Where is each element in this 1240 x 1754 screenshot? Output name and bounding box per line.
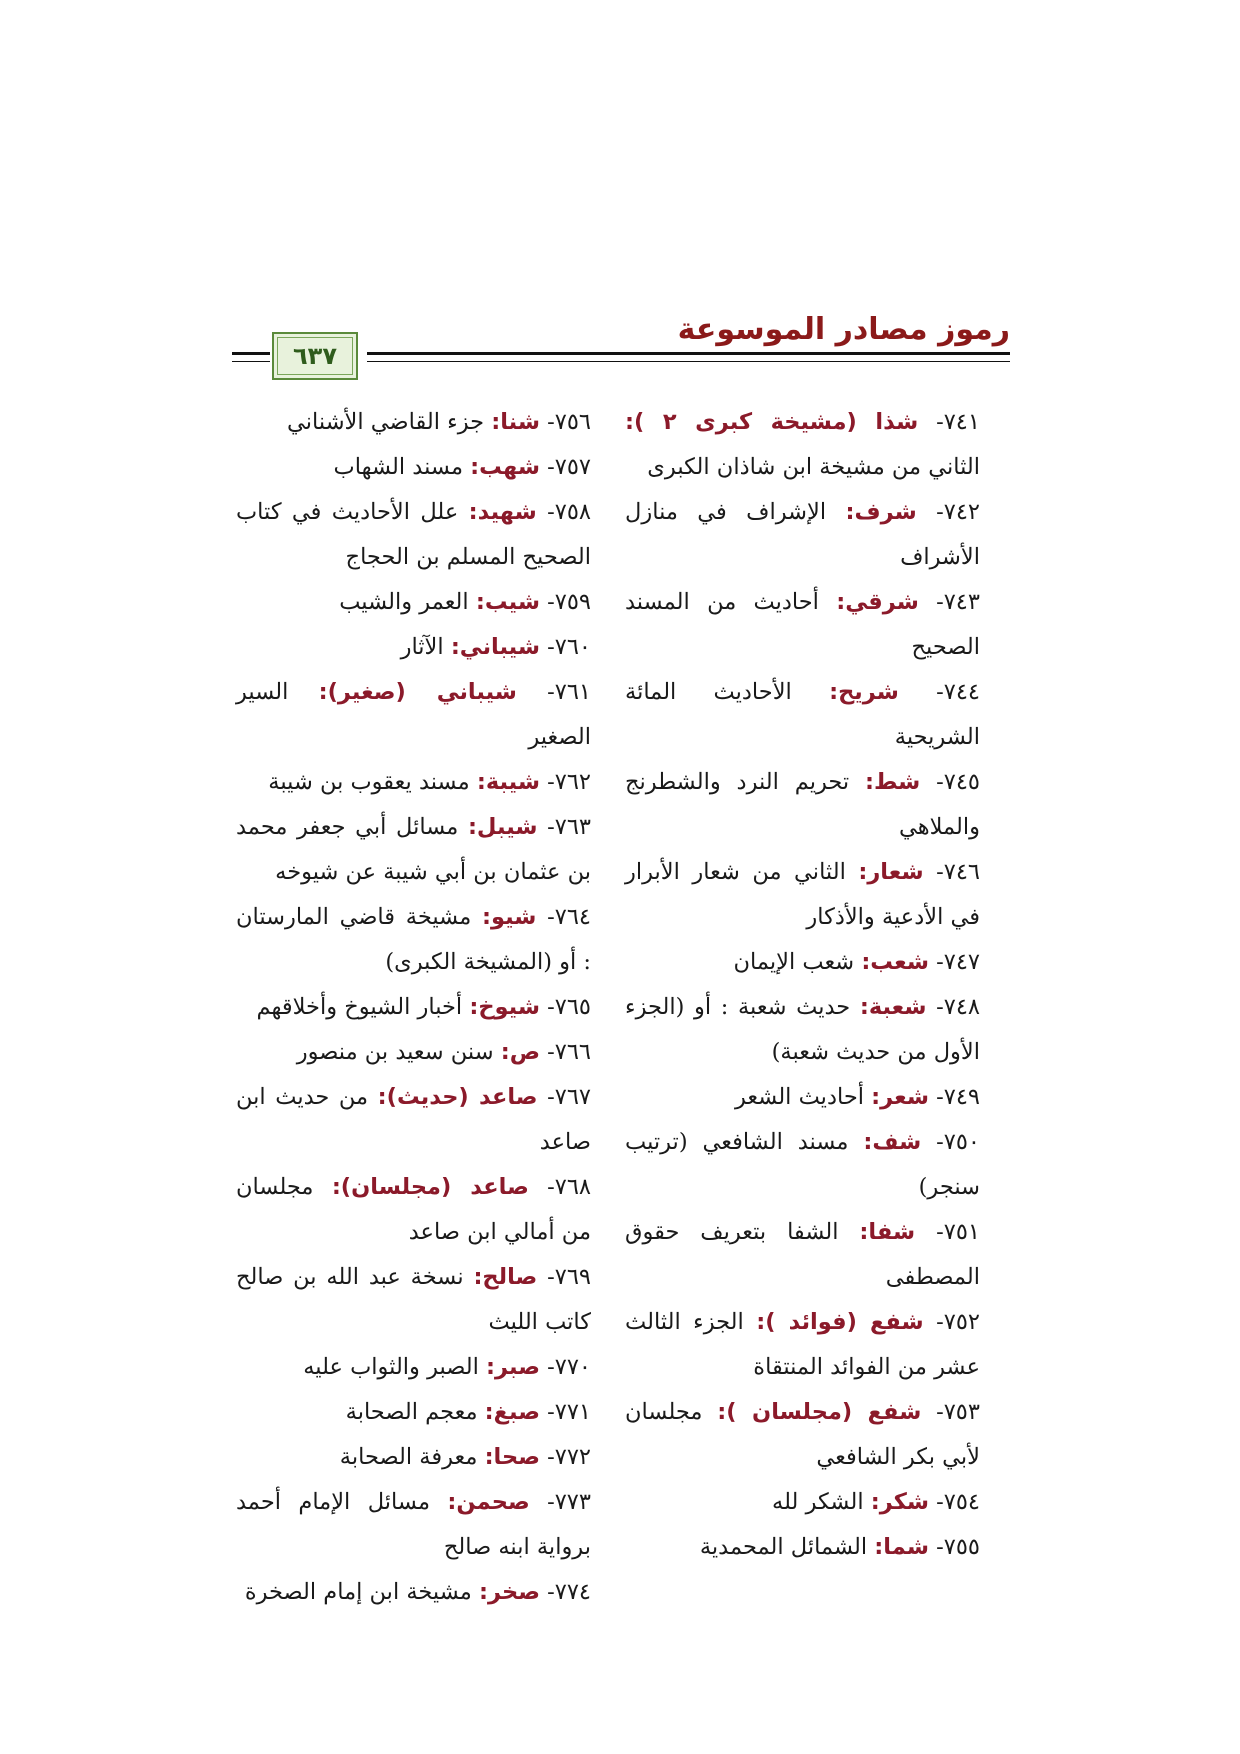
entry-number: ٧٥٢- bbox=[936, 1309, 980, 1335]
entry-number: ٧٧٣- bbox=[547, 1489, 591, 1515]
entry-code: صبغ: bbox=[484, 1399, 540, 1425]
entry-title: السير الصغير bbox=[236, 679, 591, 750]
entry-code: شهب: bbox=[470, 454, 540, 480]
entry-number: ٧٥٣- bbox=[936, 1399, 980, 1425]
entry-number: ٧٦٤- bbox=[547, 904, 591, 930]
entry-title: من حديث ابن صاعد bbox=[236, 1084, 591, 1155]
entry-number: ٧٦٠- bbox=[547, 634, 591, 660]
source-entry bbox=[236, 1435, 591, 1480]
entry-number: ٧٦٢- bbox=[547, 769, 591, 795]
entry-code: شكر: bbox=[870, 1489, 929, 1515]
entry-title: مشيخة قاضي المارستان : أو (المشيخة الكبرى) bbox=[236, 904, 591, 975]
entry-number: ٧٤٥- bbox=[936, 769, 980, 795]
entry-code: صاعد (مجلسان): bbox=[331, 1174, 529, 1200]
entry-code: شنا: bbox=[491, 409, 540, 435]
entry-number: ٧٤٢- bbox=[936, 499, 980, 525]
source-entry bbox=[625, 1390, 980, 1480]
header-rule-thick bbox=[367, 352, 1010, 355]
header-rule-left-thin bbox=[232, 361, 270, 362]
entry-number: ٧٦٨- bbox=[547, 1174, 592, 1200]
source-entry bbox=[625, 1210, 980, 1300]
entry-number: ٧٦٧- bbox=[547, 1084, 592, 1110]
entry-code: شط: bbox=[865, 769, 921, 795]
header-rule-left-thick bbox=[232, 352, 270, 355]
entry-number: ٧٦٥- bbox=[547, 994, 591, 1020]
source-entry bbox=[236, 985, 591, 1030]
entry-code: صبر: bbox=[486, 1354, 540, 1380]
source-entry bbox=[625, 1480, 980, 1525]
entry-code: صحا: bbox=[484, 1444, 540, 1470]
source-entry bbox=[625, 1120, 980, 1210]
entry-number: ٧٧٤- bbox=[547, 1579, 591, 1605]
entry-title: أحاديث الشعر bbox=[734, 1084, 864, 1110]
entry-code: شيبة: bbox=[476, 769, 540, 795]
source-entry bbox=[236, 1480, 591, 1570]
source-entry bbox=[236, 760, 591, 805]
source-entry bbox=[625, 580, 980, 670]
entry-title: مسند يعقوب بن شيبة bbox=[268, 769, 470, 795]
source-entry bbox=[625, 850, 980, 940]
entry-code: شيوخ: bbox=[469, 994, 540, 1020]
entry-code: شعب: bbox=[861, 949, 929, 975]
entry-number: ٧٦٣- bbox=[547, 814, 591, 840]
entry-code: صالح: bbox=[473, 1264, 538, 1290]
entry-title: الشكر لله bbox=[772, 1489, 864, 1515]
source-entry bbox=[625, 985, 980, 1075]
entry-code: شيباني (صغير): bbox=[318, 679, 517, 705]
entry-title: أخبار الشيوخ وأخلاقهم bbox=[256, 994, 463, 1020]
entry-title: الشمائل المحمدية bbox=[699, 1534, 868, 1560]
entry-code: صخر: bbox=[479, 1579, 540, 1605]
entry-code: ص: bbox=[500, 1039, 540, 1065]
source-entry bbox=[625, 1075, 980, 1120]
entry-title: حديث شعبة : أو (الجزء الأول من حديث شعبة) bbox=[625, 994, 980, 1065]
source-entry bbox=[625, 940, 980, 985]
source-entry bbox=[625, 1300, 980, 1390]
source-entry bbox=[236, 490, 591, 580]
source-entry bbox=[236, 400, 591, 445]
entry-number: ٧٤٧- bbox=[936, 949, 980, 975]
source-entry bbox=[236, 805, 591, 895]
entry-title: تحريم النرد والشطرنج والملاهي bbox=[625, 769, 980, 840]
source-entry bbox=[625, 400, 980, 490]
entry-code: شعار: bbox=[858, 859, 924, 885]
entry-number: ٧٥٦- bbox=[547, 409, 591, 435]
source-entry bbox=[236, 1255, 591, 1345]
entry-number: ٧٤٨- bbox=[936, 994, 980, 1020]
entry-title: العمر والشيب bbox=[339, 589, 469, 615]
entry-title: مسند الشافعي (ترتيب سنجر) bbox=[625, 1129, 980, 1200]
entry-code: شريح: bbox=[829, 679, 899, 705]
entry-number: ٧٧١- bbox=[547, 1399, 591, 1425]
entry-code: شعر: bbox=[871, 1084, 929, 1110]
page-number-frame bbox=[272, 332, 358, 380]
source-entry bbox=[236, 895, 591, 985]
entry-number: ٧٥٠- bbox=[936, 1129, 981, 1155]
entry-title: مجلسان لأبي بكر الشافعي bbox=[625, 1399, 980, 1470]
entry-title: نسخة عبد الله بن صالح كاتب الليث bbox=[236, 1264, 591, 1335]
source-entry bbox=[625, 490, 980, 580]
entry-title: جزء القاضي الأشناني bbox=[287, 409, 485, 435]
source-entry bbox=[236, 1030, 591, 1075]
entry-title: مجلسان من أمالي ابن صاعد bbox=[236, 1174, 591, 1245]
entry-title: الإشراف في منازل الأشراف bbox=[625, 499, 980, 570]
entry-title: مسند الشهاب bbox=[333, 454, 464, 480]
entry-number: ٧٧٢- bbox=[547, 1444, 591, 1470]
entry-title: الصبر والثواب عليه bbox=[303, 1354, 479, 1380]
entry-title: علل الأحاديث في كتاب الصحيح المسلم بن الحجاج bbox=[236, 499, 591, 570]
left-column bbox=[236, 400, 591, 1615]
source-entry bbox=[236, 1345, 591, 1390]
entry-number: ٧٥٤- bbox=[936, 1489, 980, 1515]
entry-code: شف: bbox=[863, 1129, 922, 1155]
entry-code: شعبة: bbox=[859, 994, 927, 1020]
entry-code: شهيد: bbox=[468, 499, 537, 525]
entry-title: مشيخة ابن إمام الصخرة bbox=[244, 1579, 472, 1605]
source-entry bbox=[236, 625, 591, 670]
entry-number: ٧٧٠- bbox=[547, 1354, 591, 1380]
source-entry bbox=[625, 670, 980, 760]
entry-code: شيباني: bbox=[450, 634, 540, 660]
entry-title: أحاديث من المسند الصحيح bbox=[625, 589, 980, 660]
entry-title: الشفا بتعريف حقوق المصطفى bbox=[625, 1219, 980, 1290]
entry-title: الآثار bbox=[400, 634, 444, 660]
entry-number: ٧٥٩- bbox=[547, 589, 591, 615]
entry-code: شذا (مشيخة كبرى ٢ ): bbox=[625, 409, 919, 435]
entry-title: الثاني من مشيخة ابن شاذان الكبرى bbox=[647, 454, 980, 480]
entry-number: ٧٦٩- bbox=[547, 1264, 591, 1290]
source-entry bbox=[625, 760, 980, 850]
source-entry bbox=[236, 1390, 591, 1435]
entry-number: ٧٤٩- bbox=[936, 1084, 980, 1110]
entry-number: ٧٥٥- bbox=[936, 1534, 980, 1560]
entry-code: شرقي: bbox=[836, 589, 919, 615]
page-number: ٦٣٧ bbox=[293, 342, 337, 370]
entry-title: الجزء الثالث عشر من الفوائد المنتقاة bbox=[625, 1309, 980, 1380]
entry-number: ٧٦١- bbox=[547, 679, 591, 705]
entry-title: الأحاديث المائة الشريحية bbox=[625, 679, 980, 750]
entry-number: ٧٤٣- bbox=[936, 589, 980, 615]
entry-code: شيو: bbox=[481, 904, 537, 930]
source-entry bbox=[236, 670, 591, 760]
entry-title: مسائل الإمام أحمد برواية ابنه صالح bbox=[236, 1489, 591, 1560]
entry-title: سنن سعيد بن منصور bbox=[296, 1039, 494, 1065]
header-rule-thin bbox=[367, 361, 1010, 362]
running-header-title: رموز مصادر الموسوعة bbox=[677, 312, 1010, 347]
source-entry bbox=[625, 1525, 980, 1570]
entry-code: شيب: bbox=[475, 589, 540, 615]
entry-title: شعب الإيمان bbox=[733, 949, 855, 975]
source-entry bbox=[236, 1075, 591, 1165]
right-column bbox=[625, 400, 980, 1570]
entry-code: صحمن: bbox=[447, 1489, 530, 1515]
entry-code: شفع (فوائد ): bbox=[756, 1309, 924, 1335]
entry-number: ٧٥٧- bbox=[547, 454, 591, 480]
entry-number: ٧٤٤- bbox=[936, 679, 981, 705]
entry-number: ٧٤٦- bbox=[936, 859, 980, 885]
entry-code: شفع (مجلسان ): bbox=[717, 1399, 922, 1425]
entry-title: معرفة الصحابة bbox=[339, 1444, 478, 1470]
entry-number: ٧٥٨- bbox=[547, 499, 592, 525]
source-entry bbox=[236, 1165, 591, 1255]
entry-title: مسائل أبي جعفر محمد بن عثمان بن أبي شيبة عن شيوخه bbox=[236, 814, 591, 885]
source-entry bbox=[236, 1570, 591, 1615]
entry-title: الثاني من شعار الأبرار في الأدعية والأذكار bbox=[625, 859, 980, 930]
entry-code: شما: bbox=[874, 1534, 929, 1560]
source-entry bbox=[236, 445, 591, 490]
entry-code: شرف: bbox=[845, 499, 917, 525]
entry-code: شيبل: bbox=[467, 814, 538, 840]
entry-number: ٧٥١- bbox=[936, 1219, 980, 1245]
entry-code: صاعد (حديث): bbox=[377, 1084, 538, 1110]
entry-code: شفا: bbox=[859, 1219, 916, 1245]
source-entry bbox=[236, 580, 591, 625]
entry-title: معجم الصحابة bbox=[345, 1399, 478, 1425]
entry-number: ٧٤١- bbox=[936, 409, 980, 435]
entry-number: ٧٦٦- bbox=[547, 1039, 591, 1065]
